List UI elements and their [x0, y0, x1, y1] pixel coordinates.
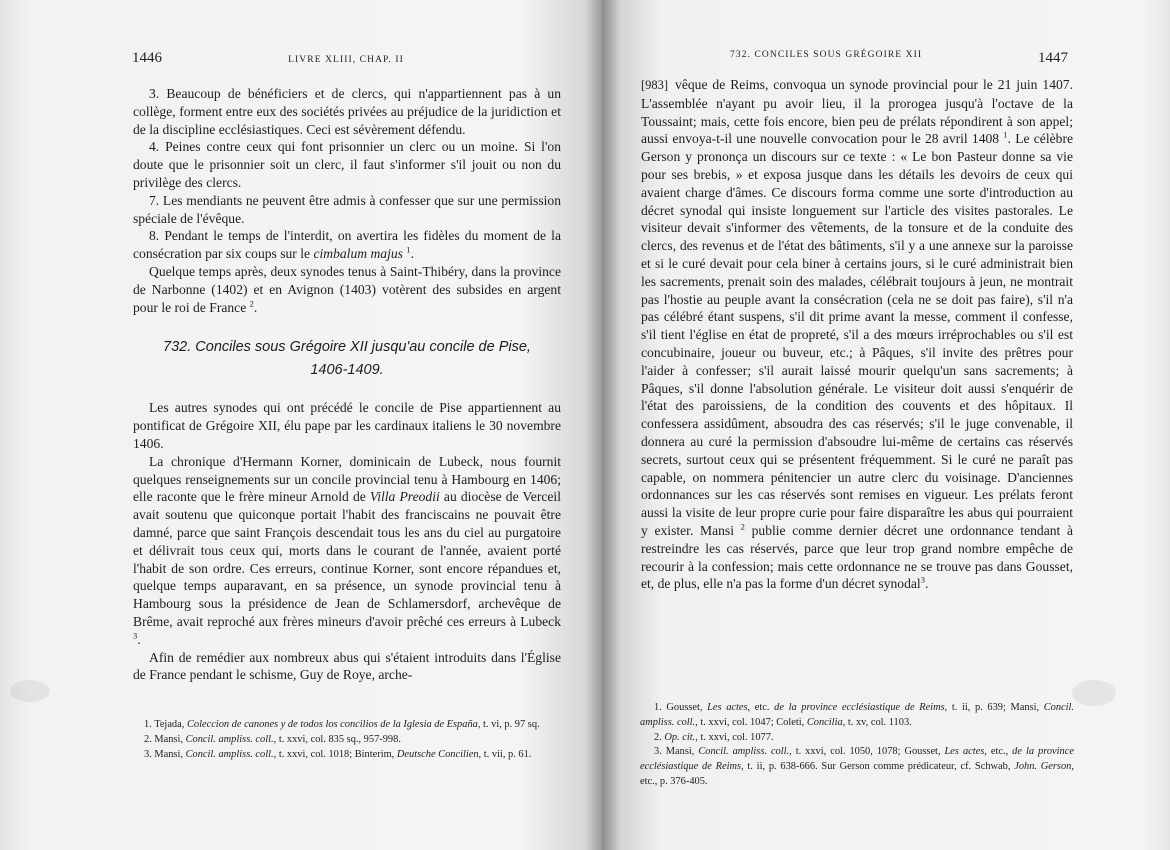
footnote-title: Deutsche Concilien, [396, 748, 482, 760]
footnote-text: t. vii, p. 61. [483, 748, 532, 760]
italic-term: Villa Preodii [369, 489, 440, 505]
paragraph: Afin de remédier aux nombreux abus qui s'étaient introduits dans l'Église de France pendant le schisme, Guy de Roye, arche- [133, 649, 561, 683]
footnote-text: t. xxvi, col. 1077. [700, 731, 774, 743]
page-stain [1072, 680, 1116, 706]
margin-page-number: [983] [641, 78, 669, 92]
footnote [640, 731, 1074, 746]
footnote-title: Concil. ampliss. coll., [185, 733, 277, 745]
right-page-body [641, 76, 1073, 593]
footnote-ref[interactable]: 3 [133, 630, 138, 641]
paragraph: 7. Les mendiants ne peuvent être admis à confesser que sur une permission spéciale de l'évêque. [133, 192, 561, 226]
footnote-title: Concil. ampliss. coll., [698, 746, 792, 758]
paragraph [133, 227, 561, 263]
text: vêque de Reims, convoqua un synode provincial pour le 21 juin 1407. L'assemblée n'ayant pu avoir lieu, il la prorogea jusqu'à l'octave de la Toussaint; mais, cette fois encore, bien peu de prélats répondirent à son appel; aussi envoya-t-il une nouvelle convocation pour le 28 avril 1408 [641, 77, 1073, 147]
footnote-title: de la province ecclésiastique de Reims, [640, 746, 1074, 773]
footnote [130, 718, 558, 733]
footnote-title: Concil. ampliss. coll., [185, 748, 277, 760]
footnote-ref[interactable]: 2 [249, 298, 254, 309]
footnote-text: t. xxvi, col. 1047; Coleti, [700, 716, 805, 728]
text: au diocèse de Verceil avait soutenu que quiconque portait l'habit des franciscains ne pouvait être damné, parce que saint François descendait tous les ans du ciel au purgatoire et délivrait tous ceux qui, morts dans le courant de l'année, avaient porté l'habit de son ordre. Ces erreurs, continue Korner, sont encore répandues et, quelque temps auparavant, en sa présence, un synode provincial tenu à Hambourg sous la présidence de Jean de Schlamersdorf, archevêque de Brême, avait reproché aux frères mineurs d'avoir prêché ces erreurs à Lubeck [133, 489, 561, 629]
footnote-text: etc., [990, 746, 1009, 758]
footnote-text: etc., p. 376-405. [640, 775, 708, 787]
footnote-text: 2. [654, 731, 662, 743]
footnote-text: t. xv, col. 1103. [847, 716, 912, 728]
right-page-header [730, 50, 1075, 72]
footnote-title: Les actes, [707, 702, 751, 713]
section-title-text: 732. Conciles sous Grégoire XII jusqu'au concile de Pise, [163, 339, 531, 356]
italic-term: cimbalum majus [313, 246, 403, 262]
left-page-body [133, 85, 561, 684]
text: publie comme dernier décret une ordonnance tendant à restreindre les cas réservés, parce que leur trop grand nombre empêche de recourir à la confession; mais cette ordonnance ne se trouve pas dans Gousset, et, de plus, elle n'a pas la forme d'un décret synodal [641, 522, 1073, 592]
paragraph [641, 76, 1073, 593]
footnote-title: Concilia, [806, 716, 846, 728]
footnote-text: t. xxvi, col. 835 sq., 957-998. [278, 733, 401, 745]
footnote-text: t. ii, p. 638-666. Sur Gerson comme prédicateur, cf. Schwab, [747, 761, 1011, 773]
footnote-title: Concil. ampliss. coll., [640, 702, 1075, 728]
right-page [602, 0, 1170, 850]
left-page-header [132, 50, 560, 72]
text: . [924, 576, 929, 592]
running-head: LIVRE XLIII, CHAP. II [288, 55, 404, 65]
paragraph [133, 263, 561, 316]
page-stain [10, 680, 50, 702]
footnote-text: t. xxvi, col. 1018; Binterim, [278, 748, 395, 760]
page-number: 1446 [132, 50, 162, 66]
footnote-text: 2. Mansi, [144, 733, 183, 745]
right-footnotes [640, 701, 1074, 790]
text: . [137, 631, 141, 647]
text: . [410, 246, 415, 262]
footnote [130, 748, 558, 763]
footnote [640, 745, 1074, 789]
footnote [130, 733, 558, 748]
section-title [133, 336, 561, 382]
footnote-title: Les actes, [944, 746, 987, 758]
footnote-title: John. Gerson, [1014, 761, 1074, 773]
footnote-text: t. ii, p. 639; Mansi, [951, 702, 1040, 713]
left-footnotes [130, 718, 558, 762]
running-head: 732. CONCILES SOUS GRÉGOIRE XII [730, 50, 923, 60]
footnote-title: de la province ecclésiastique de Reims, [774, 702, 948, 713]
footnote-text: t. xxvi, col. 1050, 1078; Gousset, [795, 746, 941, 758]
footnote-text: etc. [754, 702, 770, 713]
page-number: 1447 [1038, 50, 1068, 66]
text: . [253, 299, 258, 315]
footnote-text: 1. Gousset, [654, 702, 703, 713]
footnote-ref[interactable]: 1 [406, 244, 411, 255]
footnote-ref[interactable]: 3 [920, 574, 925, 585]
footnote-title: Coleccion de canones y de todos los concilios de la Iglesia de España, [186, 719, 481, 730]
paragraph: 4. Peines contre ceux qui font prisonnier un clerc ou un moine. Si l'on doute que le prisonnier soit un clerc, il faut s'informer s'il jouit ou non du privilège des clercs. [133, 139, 561, 190]
footnote-text: 3. Mansi, [654, 746, 695, 758]
footnote-title: Op. cit., [664, 731, 698, 743]
footnote-ref[interactable]: 2 [740, 521, 745, 532]
section-title-years: 1406-1409. [310, 362, 384, 379]
text: Quelque temps après, deux synodes tenus à Saint-Thibéry, dans la province de Narbonne (1402) et en Avignon (1403) votèrent des subsides en argent pour le roi de France [133, 263, 561, 315]
footnote-text: 3. Mansi, [144, 748, 183, 760]
footnote-text: t. vi, p. 97 sq. [483, 719, 540, 730]
footnote-text: 1. Tejada, [144, 719, 185, 730]
paragraph: Les autres synodes qui ont précédé le concile de Pise appartiennent au pontificat de Grégoire XII, élu pape par les cardinaux italiens le 30 novembre 1406. [133, 400, 561, 451]
text: La chronique d'Hermann Korner, dominicain de Lubeck, nous fournit quelques renseignements sur un concile provincial tenu à Hambourg en 1406; elle raconte que le frère mineur Arnold de [133, 453, 561, 505]
paragraph: 3. Beaucoup de bénéficiers et de clercs, qui n'appartiennent pas à un collège, forment entre eux des sociétés privées au préjudice de la juridiction et de la discipline ecclésiastiques. Ceci est sévèrement défendu. [133, 86, 561, 137]
footnote [640, 701, 1074, 731]
footnote-ref[interactable]: 1 [1003, 129, 1008, 140]
text: 8. Pendant le temps de l'interdit, on avertira les fidèles du moment de la consécration par six coups sur le [133, 228, 561, 262]
paragraph [133, 453, 561, 649]
text: . Le célèbre Gerson y prononça un discours sur ce texte : « Le bon Pasteur donne sa vie pour ses brebis, » et exposa jusque dans les détails les devoirs de ceux qui avaient charge d'âmes. Ce discours forma comme une sorte d'introduction au décret synodal qui insiste longuement sur l'article des visites pastorales. Le visiteur devait s'informer des vêtements, de la tonsure et de la conduite des clercs, des revenus et de l'état des bâtiments, s'il y a une annexe sur la paroisse et si le curé devait pour cela biner à certains jours, si le curé administrait bien les sacrements, prenait soin des malades, célébrait toujours à jeun, ne montrait pas l'hostie au peuple avant la consécration (cela ne se doit pas faire), s'il n'a pas célébré étant suspens, s'il dit prime avant la messe, comment il confesse, s'il tient l'église en état de propreté, s'il a des mœurs irréprochables ou s'il est concubinaire, joueur ou buveur, etc.; à Pâques, s'il invite des prêtres pour l'aider à confesser; s'il aurait laissé mourir quelqu'un sans sacrements; à Pâques, s'il donne l'absolution générale. Le visiteur doit aussi s'enquérir de l'état des paroissiens, de la condition des couvents et des hôpitaux. Il confessera assidûment, absoudra des cas réservés; s'il le juge convenable, il donnera au curé la permission d'absoudre lui-même de certains cas réservés secrets, surtout ceux qui se présentent fréquemment. Si le curé ne paraît pas capable, on nommera pénitencier un autre clerc du voisinage. D'anciennes ordonnances sur les cas réservés sont remises en vigueur. Les prélats feront aussi la visite de leur propre curie pour faire disparaître les abus qui pourraient y exister. Mansi [641, 131, 1074, 538]
